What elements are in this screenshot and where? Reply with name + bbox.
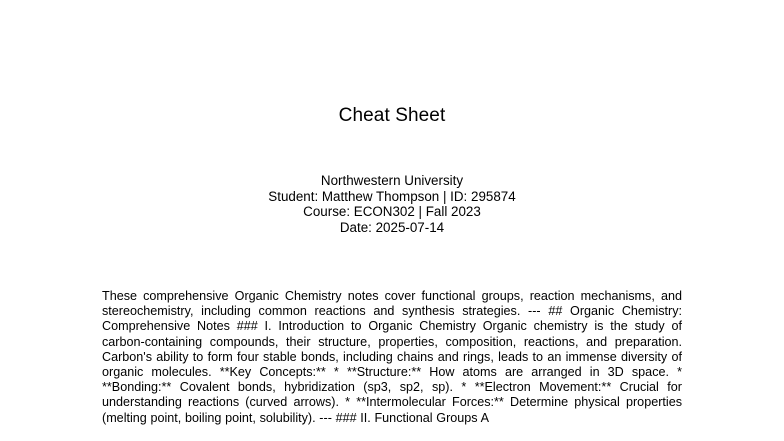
date-line: Date: 2025-07-14 [339, 219, 445, 235]
student-line: Student: Matthew Thompson | ID: 295874 [268, 188, 516, 204]
document-body: These comprehensive Organic Chemistry notes cover functional groups, reaction mechanisms, and stereochemistry, including common reactions and synthesis strategies. --- ## Organic Chemistry: Comprehensive Notes ### I. Introduction to Organic Chemistry Organic chemistry is the study of carbon-containing compounds, their structure, properties, composition, reactions, and preparation. Carbon's ability to form four stable bonds, including chains and rings, leads to an immense diversity of organic molecules. **Key Concepts:** * **Structure:** How atoms are arranged in 3D space. * **Bonding:** Covalent bonds, hybridization (sp3, sp2, sp). * **Electron Movement:** Crucial for understanding reactions (curved arrows). * **Intermolecular Forces:** Determine physical properties (melting point, boiling point, solubility). --- ### II. Functional Groups A [102, 289, 682, 425]
document-title: Cheat Sheet [338, 105, 446, 126]
university-line: Northwestern University [320, 173, 464, 188]
document-meta [0, 173, 784, 235]
course-line: Course: ECON302 | Fall 2023 [303, 204, 481, 220]
